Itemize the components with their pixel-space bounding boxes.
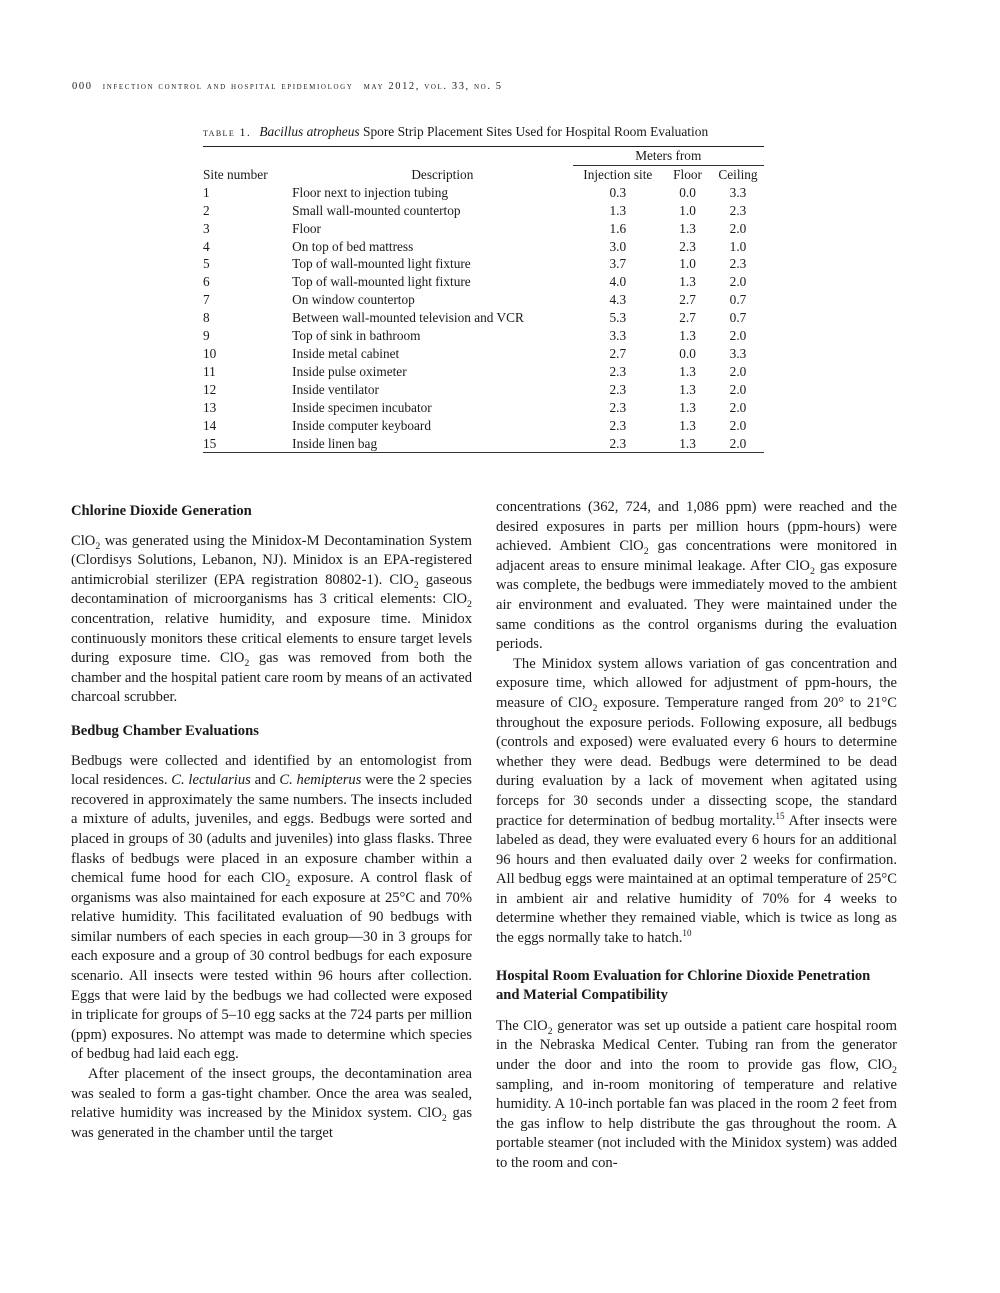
table-cell: 2.0	[729, 220, 747, 236]
table-cell: 0.0	[679, 345, 696, 361]
text-run: gas was generated in the chamber until the target	[71, 1105, 472, 1141]
subscript: 2	[95, 540, 101, 552]
text-run: ClO	[71, 532, 96, 549]
table-cell: Top of sink in bathroom	[292, 328, 421, 344]
table-row	[203, 381, 764, 399]
text-run: gas concentrations were monitored in adjacent areas to ensure minimal leakage. After ClO	[496, 538, 897, 574]
journal-name: infection control and hospital epidemiology	[102, 81, 354, 92]
table-cell: 2.0	[729, 381, 747, 397]
table-cell: 0.0	[679, 184, 696, 200]
table-cell: 5	[203, 256, 210, 272]
running-head	[72, 81, 509, 92]
table-cell: 11	[203, 363, 216, 379]
table-cell: 5.3	[609, 310, 627, 326]
text-run: gas was removed from both the chamber and the hospital patient care room by means of an activated charcoal scrubber.	[71, 650, 472, 706]
column-header: Ceiling	[718, 166, 758, 182]
subscript: 2	[892, 1064, 897, 1076]
table-row	[203, 238, 764, 256]
right-column	[496, 498, 897, 1174]
table-row	[203, 345, 764, 363]
table-bottom-rule	[203, 452, 764, 453]
text-run: and	[250, 772, 280, 789]
table-cell: 2.0	[729, 328, 747, 344]
table-cell: 8	[203, 310, 210, 326]
table-cell: 1.3	[679, 399, 696, 415]
table-row	[203, 220, 764, 238]
text-run: exposure. Temperature ranged from 20° to 21°C throughout the exposure periods. Following exposure, all bedbugs (controls and exposed) were evaluated every 6 hours to determine whether they were dead. Bedbugs were determined to be dead during evaluation by a lack of movement when agitated using forceps for 30 seconds under a dissecting scope, the standard practice for determination of bedbug mortality.	[496, 694, 897, 829]
table-cell: Inside ventilator	[292, 381, 379, 397]
table-row	[203, 327, 764, 345]
table-cell: Floor	[292, 220, 321, 236]
section-heading: Hospital Room Evaluation for Chlorine Dioxide Penetration and Material Compatibility	[496, 967, 871, 1004]
table-cell: 1.3	[679, 220, 696, 236]
table-row	[203, 417, 764, 435]
section-heading: Bedbug Chamber Evaluations	[71, 722, 259, 739]
text-run: concentrations (362, 724, and 1,086 ppm) were reached and the desired exposures in parts per million hours (ppm-hours) were achieved. Ambient ClO	[496, 499, 897, 555]
table-cell: 2.3	[609, 381, 627, 397]
table-label: table 1.	[203, 125, 252, 139]
table-cell: 1.3	[679, 363, 696, 379]
superscript: 10	[682, 928, 692, 939]
table-cell: Inside pulse oximeter	[292, 363, 407, 379]
column-header: Description	[411, 166, 474, 182]
table-caption-species: Bacillus atropheus	[259, 124, 360, 139]
table-row	[203, 309, 764, 327]
text-run: The Minidox system allows variation of gas concentration and exposure time, which allowed for adjustment of ppm-hours, the measure of ClO	[496, 655, 897, 711]
subscript: 2	[592, 702, 598, 714]
table-cell: 2	[203, 202, 210, 218]
table-cell: 3.3	[729, 184, 747, 200]
table-caption-text: Spore Strip Placement Sites Used for Hospital Room Evaluation	[359, 124, 709, 139]
column-header: Injection site	[583, 166, 653, 182]
table-row	[203, 255, 764, 273]
table-cell: 14	[203, 417, 217, 433]
table-cell: 1.0	[679, 256, 696, 272]
superscript: 15	[775, 810, 785, 821]
text-run: gas exposure was complete, the bedbugs were immediately moved to the ambient air environment and evaluated. They were maintained under the same conditions as the control organisms during the evaluation periods.	[496, 557, 897, 653]
subscript: 2	[547, 1025, 553, 1037]
table-row	[203, 399, 764, 417]
table-cell: 1.0	[679, 202, 696, 218]
text-run: was generated using the Minidox-M Decontamination System (Clordisys Solutions, Lebanon, NJ). Minidox is an EPA-registered antimicrobial sterilizer (EPA registration 80802-1). ClO	[71, 532, 472, 588]
text-run: After placement of the insect groups, the decontamination area was sealed to form a gas-tight chamber. Once the area was sealed, relative humidity was increased by the Minidox system. ClO	[71, 1066, 472, 1122]
table-cell: 9	[203, 328, 210, 344]
table-cell: 1.0	[729, 238, 747, 254]
table-cell: 1.6	[609, 220, 627, 236]
table-cell: Floor next to injection tubing	[292, 184, 449, 200]
table-cell: 1.3	[679, 417, 696, 433]
paragraph	[71, 532, 472, 708]
table-cell: 2.0	[729, 399, 747, 415]
subscript: 2	[809, 565, 815, 577]
table-cell: Top of wall-mounted light fixture	[292, 256, 471, 272]
table-cell: 10	[203, 345, 217, 361]
table-cell: 15	[203, 435, 217, 451]
paragraph	[71, 752, 472, 1066]
text-run: generator was set up outside a patient care hospital room in the Nebraska Medical Center. Tubing ran from the generator under the door and into the room to provide gas flow, ClO	[496, 1017, 897, 1074]
text-run: exposure. A control flask of organisms was also maintained for each exposure at 25°C and 70% relative humidity. This facilitated evaluation of 90 bedbugs with similar numbers of each species in each group—30 in 3 groups for each exposure and a group of 30 control bedbugs for each exposure scenario. All insects were tested within 96 hours after collection. Eggs that were laid by the bedbugs we had collected were exposed in triplicate for groups of 5–10 egg sacks at the 724 parts per million (ppm) exposures. No attempt was made to determine which species of bedbug had laid each egg.	[71, 870, 472, 1063]
table-grid	[203, 147, 764, 452]
table-cell: 1.3	[679, 435, 696, 451]
table-cell: 13	[203, 399, 217, 415]
table-cell: Small wall-mounted countertop	[292, 202, 461, 218]
table-cell: 7	[203, 292, 210, 308]
table-cell: 2.3	[609, 363, 627, 379]
table-cell: 3.3	[609, 328, 627, 344]
table-cell: 4	[203, 238, 210, 254]
table-cell: 2.3	[609, 435, 627, 451]
text-run: The ClO	[496, 1017, 548, 1034]
table-cell: Inside metal cabinet	[292, 345, 400, 361]
table-cell: Top of wall-mounted light fixture	[292, 274, 471, 290]
left-column	[71, 498, 472, 1143]
table-cell: Inside specimen incubator	[292, 399, 432, 415]
table-caption	[203, 124, 764, 140]
table-1	[203, 124, 764, 453]
table-cell: 2.7	[679, 292, 696, 308]
subscript: 2	[244, 658, 250, 670]
text-run: sampling, and in-room monitoring of temperature and relative humidity. A 10-inch portable fan was placed in the room 2 feet from the gas inflow to help distribute the gas throughout the room. A portable steamer (not included with the Minidox system) was added to the room and con-	[496, 1076, 897, 1171]
issue-info: may 2012, vol. 33, no. 5	[363, 81, 503, 92]
table-cell: 2.0	[729, 435, 747, 451]
table-cell: 1.3	[679, 274, 696, 290]
subscript: 2	[643, 546, 649, 558]
italic-run: C. hemipterus	[279, 772, 362, 789]
paragraph	[496, 1017, 897, 1174]
table-cell: 0.3	[609, 184, 627, 200]
table-row	[203, 291, 764, 309]
table-cell: 1.3	[609, 202, 627, 218]
table-cell: On window countertop	[292, 292, 415, 308]
column-header: Floor	[673, 166, 702, 182]
table-cell: 6	[203, 274, 210, 290]
column-header: Site number	[203, 166, 268, 182]
text-run: concentration, relative humidity, and exposure time. Minidox continuously monitors these critical elements to ensure target levels during exposure time. ClO	[71, 610, 472, 667]
section-heading: Chlorine Dioxide Generation	[71, 503, 252, 519]
table-cell: 0.7	[729, 310, 747, 326]
table-row	[203, 202, 764, 220]
table-cell: 2.7	[679, 310, 696, 326]
table-cell: 2.3	[609, 399, 627, 415]
subscript: 2	[285, 878, 291, 889]
table-cell: 3.0	[609, 238, 627, 254]
table-row	[203, 435, 764, 453]
paragraph	[496, 498, 897, 655]
table-row	[203, 363, 764, 381]
table-cell: 2.7	[609, 345, 627, 361]
table-cell: 2.3	[679, 238, 696, 254]
table-cell: 4.0	[609, 274, 627, 290]
text-run: gaseous decontamination of microorganisms has 3 critical elements: ClO	[71, 571, 473, 608]
table-cell: 12	[203, 381, 217, 397]
table-cell: 2.3	[729, 202, 747, 218]
subscript: 2	[441, 1113, 447, 1125]
table-cell: On top of bed mattress	[292, 238, 414, 254]
group-header: Meters from	[573, 147, 764, 165]
paragraph	[71, 1065, 472, 1143]
table-cell: 2.0	[729, 363, 747, 379]
paragraph	[496, 655, 897, 949]
table-cell: Inside linen bag	[292, 435, 378, 451]
table-cell: 2.0	[729, 417, 747, 433]
table-row	[203, 184, 764, 202]
table-cell: 1	[203, 184, 210, 200]
table-row	[203, 273, 764, 291]
table-cell: 3.3	[729, 345, 747, 361]
table-cell: Between wall-mounted television and VCR	[292, 310, 524, 326]
subscript: 2	[413, 579, 419, 591]
text-run: were the 2 species recovered in approximately the same numbers. The insects included a mixture of adults, juveniles, and eggs. Bedbugs were sorted and placed in groups of 30 (adults and juveniles) into glass flasks. Three flasks of bedbugs were placed in an exposure chamber within a chemical fume hood for each ClO	[71, 772, 472, 887]
table-cell: 1.3	[679, 381, 696, 397]
text-run: Bedbugs were collected and identified by an entomologist from local residences.	[71, 752, 472, 789]
table-cell: 3.7	[609, 256, 627, 272]
table-cell: Inside computer keyboard	[292, 417, 431, 433]
italic-run: C. lectularius	[171, 772, 251, 789]
table-cell: 2.3	[609, 417, 627, 433]
subscript: 2	[467, 599, 472, 611]
table-cell: 4.3	[609, 292, 627, 308]
table-cell: 0.7	[729, 292, 747, 308]
table-cell: 1.3	[679, 328, 696, 344]
page-number: 000	[72, 81, 93, 92]
table-cell: 2.0	[729, 274, 747, 290]
table-cell: 3	[203, 220, 210, 236]
table-cell: 2.3	[729, 256, 747, 272]
text-run: After insects were labeled as dead, they were evaluated every 6 hours for an additional 96 hours and then evaluated daily over 2 weeks for confirmation. All bedbug eggs were maintained at an optimal temperature of 25°C in ambient air and relative humidity of 70% for 4 weeks to determine whether they remained viable, which is twice as long as the eggs normally take to hatch.	[496, 812, 897, 947]
